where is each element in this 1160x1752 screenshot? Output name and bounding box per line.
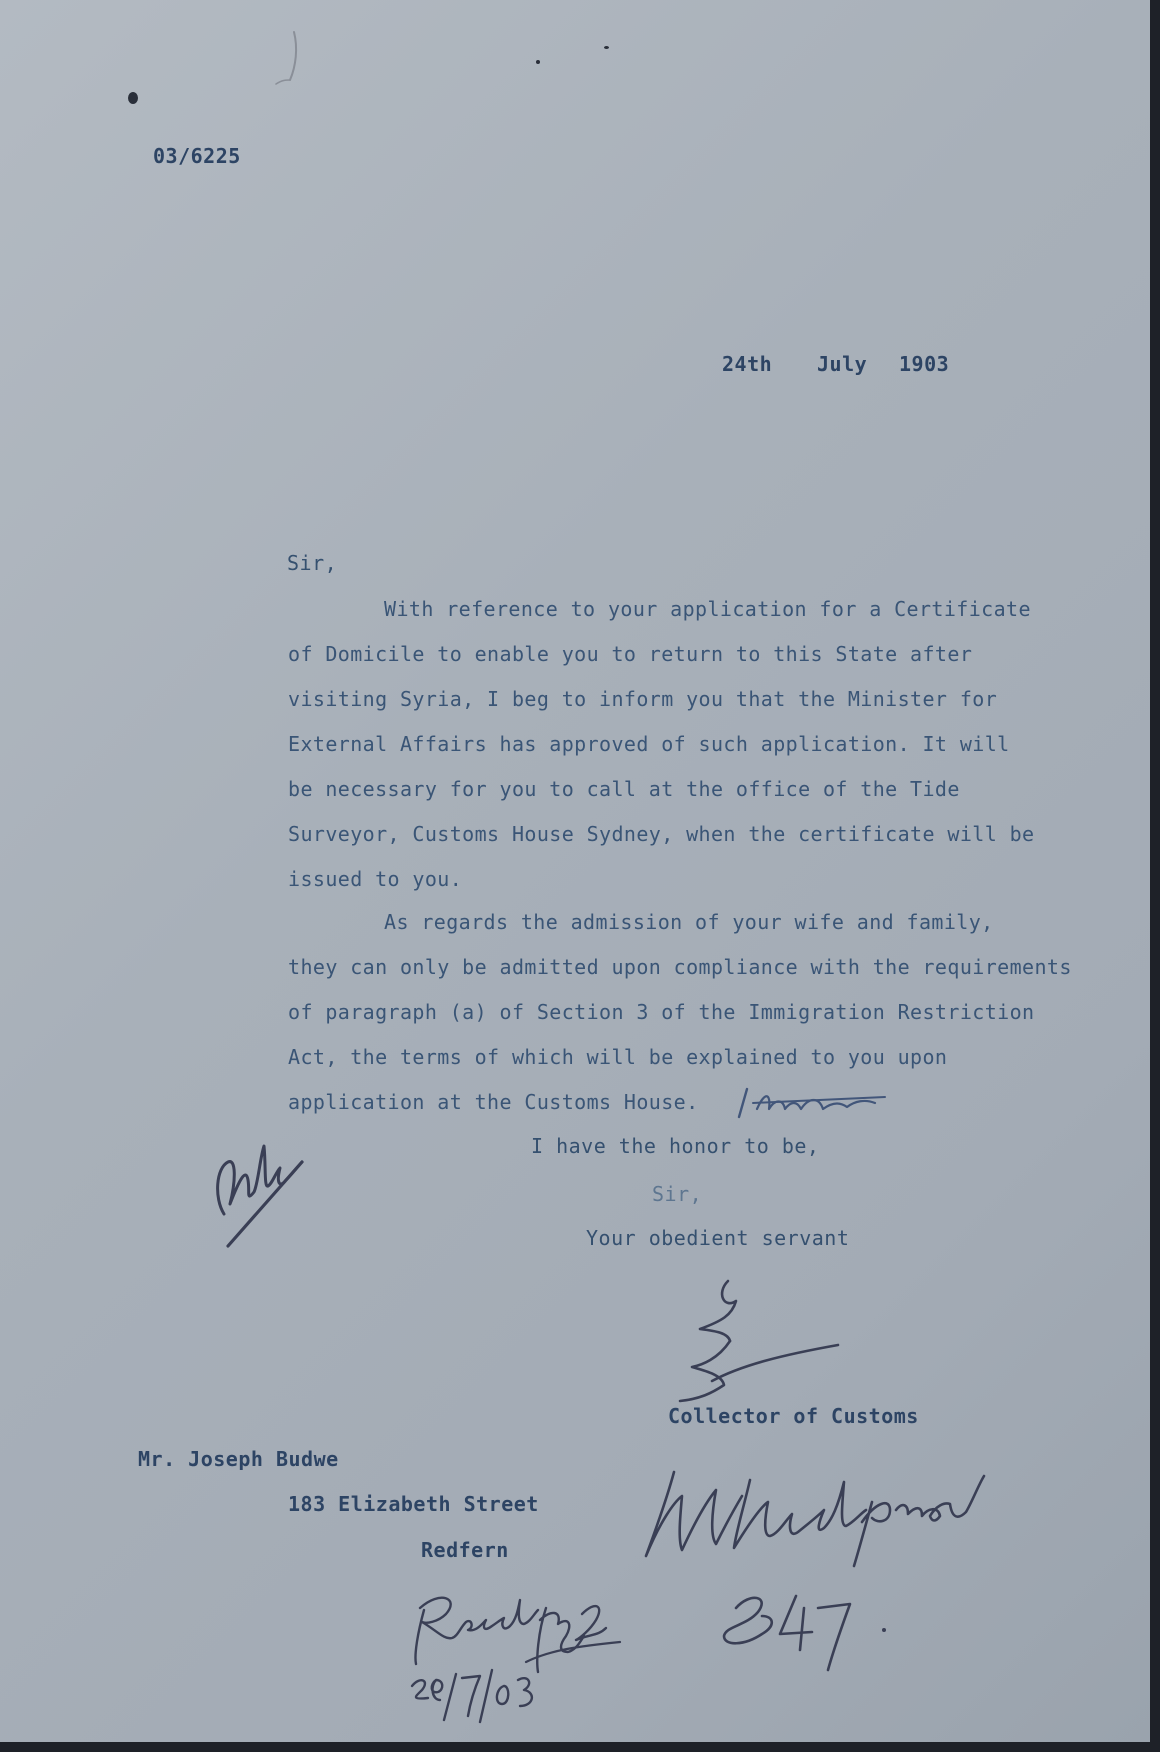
struck-handwriting-mark [735,1085,895,1121]
paragraph-2-line: Act, the terms of which will be explained to you upon [288,1045,948,1069]
paragraph-2-line: As regards the admission of your wife and family, [384,910,994,934]
paragraph-1-line: Surveyor, Customs House Sydney, when the certificate will be [288,822,1035,846]
recipient-suburb: Redfern [421,1538,509,1562]
paragraph-2 [288,900,1072,1125]
paragraph-1-line: With reference to your application for a Certificate [384,597,1031,621]
ink-speck [128,92,138,104]
handwritten-number [716,1586,896,1676]
record-note-handwriting [400,1580,640,1730]
paragraph-1 [288,587,1034,902]
paragraph-1-line: be necessary for you to call at the office of the Tide [288,777,960,801]
date-year: 1903 [899,352,950,376]
file-number: 03/6225 [153,144,241,168]
recipient-street: 183 Elizabeth Street [288,1492,539,1516]
paragraph-2-line: they can only be admitted upon compliance with the requirements [288,955,1072,979]
margin-initials-handwriting [210,1118,310,1248]
date-month: July [817,352,868,376]
walford-signature-handwriting [640,1462,990,1572]
paragraph-2-line: application at the Customs House. [288,1090,699,1114]
salutation: Sir, [287,551,338,575]
closing-line-2: Sir, [652,1182,703,1206]
closing-line-1: I have the honor to be, [531,1134,820,1158]
date-day: 24th [722,352,773,376]
paragraph-2-line: of paragraph (a) of Section 3 of the Immigration Restriction [288,1000,1035,1024]
paragraph-1-line: External Affairs has approved of such application. It will [288,732,1010,756]
signatory-title: Collector of Customs [668,1404,919,1428]
collector-signature [672,1275,842,1405]
ink-speck [536,60,540,64]
ink-speck [604,46,609,49]
pencil-scratch-mark [270,28,300,88]
recipient-name: Mr. Joseph Budwe [138,1447,339,1471]
paragraph-1-line: visiting Syria, I beg to inform you that the Minister for [288,687,998,711]
paragraph-1-line: of Domicile to enable you to return to this State after [288,642,973,666]
paragraph-1-line: issued to you. [288,867,463,891]
closing-line-3: Your obedient servant [586,1226,850,1250]
